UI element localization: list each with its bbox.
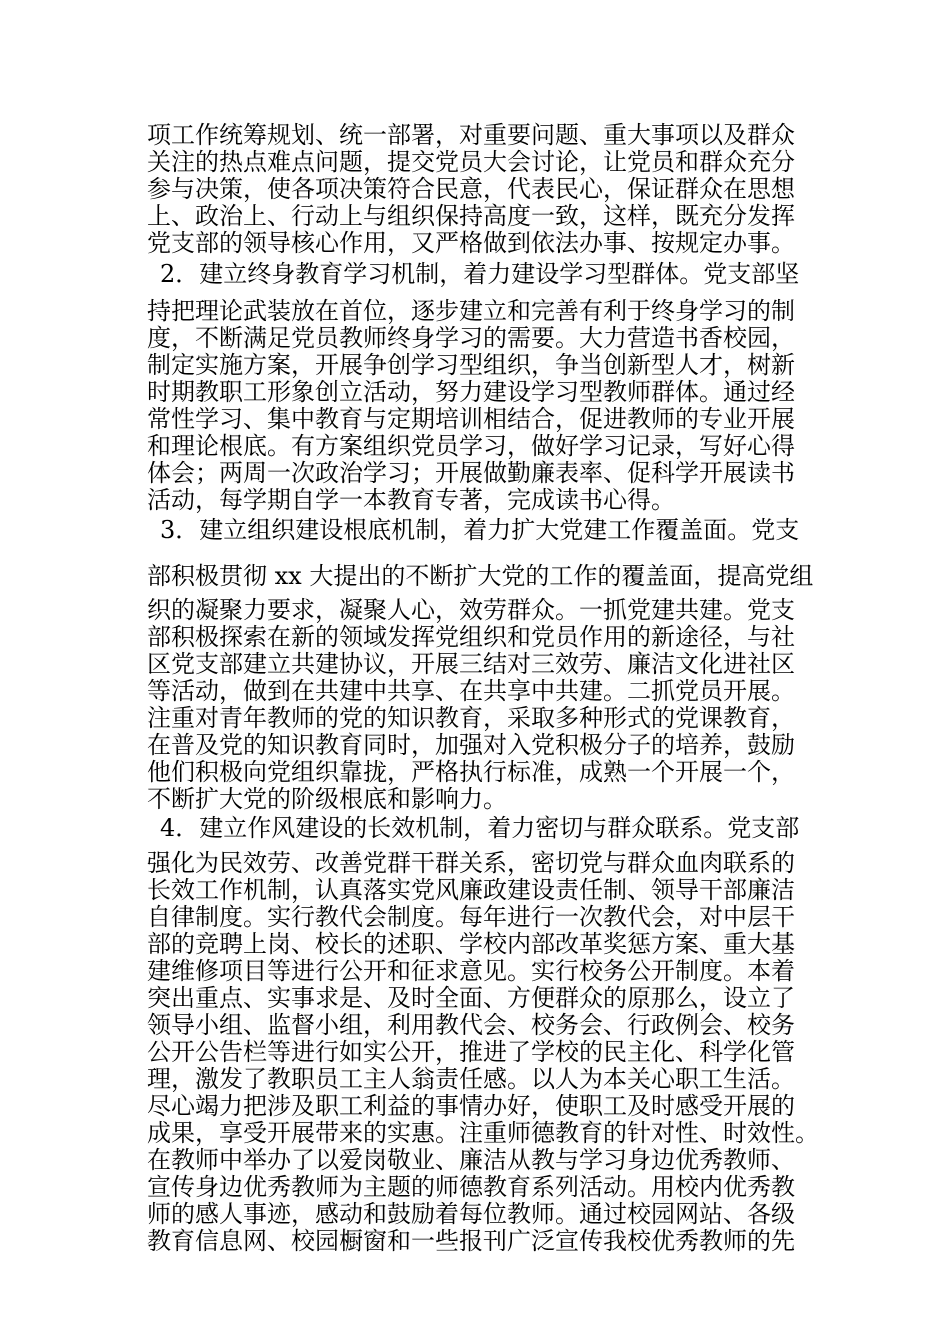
text-line: 注重对青年教师的党的知识教育，采取多种形式的党课教育， (147, 704, 795, 732)
text-line: 长效工作机制，认真落实党风廉政建设责任制、领导干部廉洁 (147, 876, 795, 904)
text-line: 尽心竭力把涉及职工利益的事情办好，使职工及时感受开展的 (147, 1092, 795, 1120)
text-line: 不断扩大党的阶级根底和影响力。 (147, 785, 507, 813)
paragraph-heading: 2．建立终身教育学习机制，着力建设学习型群体。党支部坚 (160, 260, 800, 288)
text-line: 在普及党的知识教育同时，加强对入党积极分子的培养，鼓励 (147, 731, 795, 759)
text-line: 区党支部建立共建协议，开展三结对三效劳、廉洁文化进社区 (147, 650, 795, 678)
text-line: 成果，享受开展带来的实惠。注重师德教育的针对性、时效性。 (147, 1119, 819, 1147)
text-line: 强化为民效劳、改善党群干群关系，密切党与群众血肉联系的 (147, 849, 795, 877)
text-line: 在教师中举办了以爱岗敬业、廉洁从教与学习身边优秀教师、 (147, 1146, 795, 1174)
text-line: 师的感人事迹，感动和鼓励着每位教师。通过校园网站、各级 (147, 1200, 795, 1228)
text-line: 领导小组、监督小组，利用教代会、校务会、行政例会、校务 (147, 1011, 795, 1039)
text-line: 部积极贯彻 xx 大提出的不断扩大党的工作的覆盖面，提高党组 (147, 562, 814, 590)
paragraph-heading: 4．建立作风建设的长效机制，着力密切与群众联系。党支部 (160, 814, 800, 842)
text-line: 自律制度。实行教代会制度。每年进行一次教代会，对中层干 (147, 903, 795, 931)
paragraph-heading: 3．建立组织建设根底机制，着力扩大党建工作覆盖面。党支 (160, 516, 800, 544)
text-line: 教育信息网、校园橱窗和一些报刊广泛宣传我校优秀教师的先 (147, 1227, 795, 1255)
text-line: 宣传身边优秀教师为主题的师德教育系列活动。用校内优秀教 (147, 1173, 795, 1201)
text-line: 突出重点、实事求是、及时全面、方便群众的原那么，设立了 (147, 984, 795, 1012)
text-line: 部积极探索在新的领域发挥党组织和党员作用的新途径，与社 (147, 623, 795, 651)
text-line: 和理论根底。有方案组织党员学习，做好学习记录，写好心得 (147, 432, 795, 460)
text-line: 关注的热点难点问题，提交党员大会讨论，让党员和群众充分 (147, 148, 795, 176)
text-line: 时期教职工形象创立活动，努力建设学习型教师群体。通过经 (147, 378, 795, 406)
text-line: 度，不断满足党员教师终身学习的需要。大力营造书香校园， (147, 324, 795, 352)
text-line: 建维修项目等进行公开和征求意见。实行校务公开制度。本着 (147, 957, 795, 985)
text-line: 制定实施方案，开展争创学习型组织，争当创新型人才，树新 (147, 351, 795, 379)
text-line: 体会；两周一次政治学习；开展做勤廉表率、促科学开展读书 (147, 459, 795, 487)
text-line: 织的凝聚力要求，凝聚人心，效劳群众。一抓党建共建。党支 (147, 596, 795, 624)
text-line: 活动，每学期自学一本教育专著，完成读书心得。 (147, 486, 675, 514)
text-line: 理，激发了教职员工主人翁责任感。以人为本关心职工生活。 (147, 1065, 795, 1093)
text-line: 部的竞聘上岗、校长的述职、学校内部改革奖惩方案、重大基 (147, 930, 795, 958)
text-line: 上、政治上、行动上与组织保持高度一致，这样，既充分发挥 (147, 202, 795, 230)
text-line: 持把理论武装放在首位，逐步建立和完善有利于终身学习的制 (147, 297, 795, 325)
text-line: 参与决策，使各项决策符合民意，代表民心，保证群众在思想 (147, 175, 795, 203)
text-line: 等活动，做到在共建中共享、在共享中共建。二抓党员开展。 (147, 677, 795, 705)
text-line: 常性学习、集中教育与定期培训相结合，促进教师的专业开展 (147, 405, 795, 433)
text-line: 党支部的领导核心作用，又严格做到依法办事、按规定办事。 (147, 229, 795, 257)
text-line: 他们积极向党组织靠拢，严格执行标准，成熟一个开展一个， (147, 758, 795, 786)
text-line: 项工作统筹规划、统一部署，对重要问题、重大事项以及群众 (147, 121, 795, 149)
text-line: 公开公告栏等进行如实公开，推进了学校的民主化、科学化管 (147, 1038, 795, 1066)
